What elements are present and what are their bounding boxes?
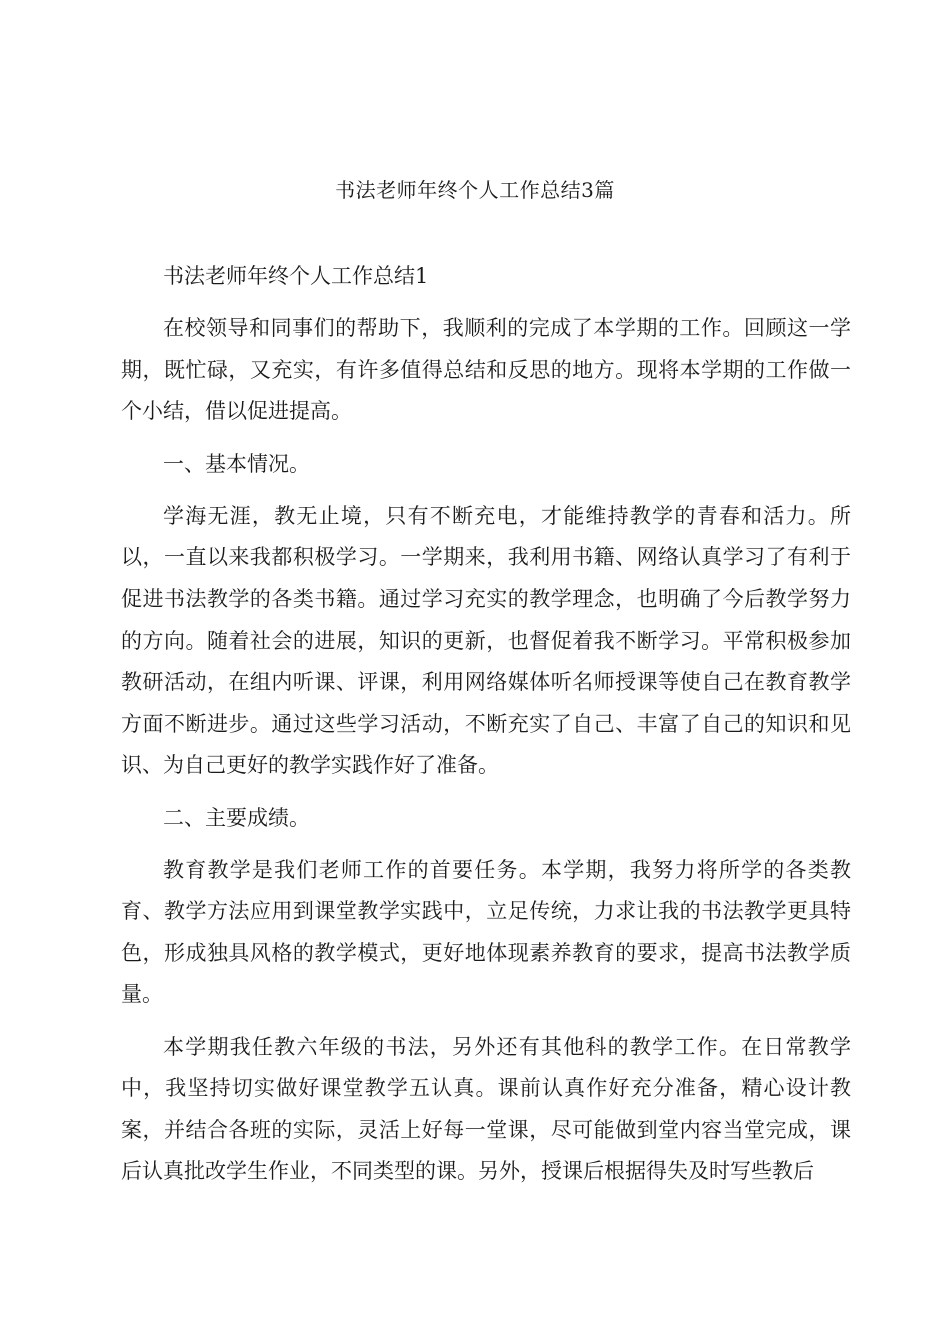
article-subtitle: 书法老师年终个人工作总结1: [163, 264, 429, 288]
document-body: [121, 256, 851, 1204]
section-heading-main-achievements: 二、主要成绩。: [163, 805, 310, 830]
section-heading-basic-situation: 一、基本情况。: [163, 451, 310, 476]
section-main-achievements-paragraph-2: 本学期我任教六年级的书法，另外还有其他科的教学工作。在日常教学中，我坚持切实做好课堂教学五认真。课前认真作好充分准备，精心设计教案，并结合各班的实际，灵活上好每一堂课，尽可能做到堂内容当堂完成，课后认真批改学生作业，不同类型的课。另外，授课后根据得失及时写些教后: [121, 1034, 851, 1184]
section-basic-situation-paragraph: 学海无涯，教无止境，只有不断充电，才能维持教学的青春和活力。所以，一直以来我都积极学习。一学期来，我利用书籍、网络认真学习了有利于促进书法教学的各类书籍。通过学习充实的教学理念，也明确了今后教学努力的方向。随着社会的进展，知识的更新，也督促着我不断学习。平常积极参加教研活动，在组内听课、评课，利用网络媒体听名师授课等使自己在教育教学方面不断进步。通过这些学习活动，不断充实了自己、丰富了自己的知识和见识、为自己更好的教学实践作好了准备。: [121, 503, 851, 778]
document-title: 书法老师年终个人工作总结3篇: [335, 178, 615, 202]
section-main-achievements-paragraph-1: 教育教学是我们老师工作的首要任务。本学期，我努力将所学的各类教育、教学方法应用到课堂教学实践中，立足传统，力求让我的书法教学更具特色，形成独具风格的教学模式，更好地体现素养教育的要求，提高书法教学质量。: [121, 857, 851, 1007]
intro-paragraph: 在校领导和同事们的帮助下，我顺利的完成了本学期的工作。回顾这一学期，既忙碌，又充实，有许多值得总结和反思的地方。现将本学期的工作做一个小结，借以促进提高。: [121, 316, 851, 424]
